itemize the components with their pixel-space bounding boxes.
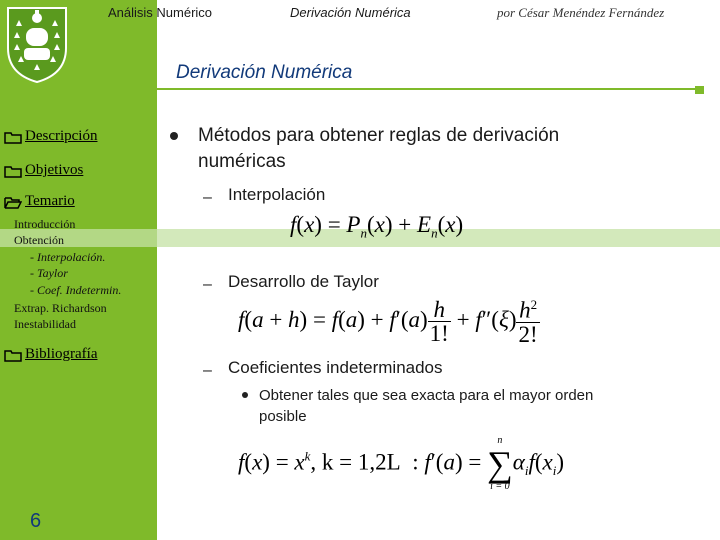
temario-extrap-richardson[interactable]: Extrap. Richardson xyxy=(14,301,107,315)
university-crest-icon xyxy=(4,4,70,84)
folder-icon xyxy=(4,348,22,362)
main-point-line1: Métodos para obtener reglas de derivación xyxy=(198,125,560,146)
nav-label: Descripción xyxy=(25,128,98,144)
nav-objetivos[interactable] xyxy=(4,162,83,179)
temario-introduccion[interactable]: Introducción xyxy=(14,217,76,231)
slide-title: Derivación Numérica xyxy=(176,62,353,83)
nav-bibliografia[interactable] xyxy=(4,346,97,363)
sub-point-taylor: Desarrollo de Taylor xyxy=(228,272,379,291)
folder-icon xyxy=(4,130,22,144)
nav-label: Objetivos xyxy=(25,162,84,178)
main-point-line2: numéricas xyxy=(198,151,286,172)
subsub-point-line2: posible xyxy=(259,408,307,425)
title-divider-square xyxy=(695,86,704,94)
temario-obtencion[interactable]: Obtención xyxy=(14,233,64,247)
folder-icon xyxy=(4,164,22,178)
nav-temario[interactable] xyxy=(4,193,75,210)
open-folder-icon xyxy=(4,195,22,209)
formula-taylor: f(a + h) = f(a) + f′(a) $\frac{h}{1!}$ + f″(ξ) $\frac{h^2}{2!}$ xyxy=(238,297,538,347)
nav-label: Bibliografía xyxy=(25,346,98,362)
temario-coef-indetermin[interactable]: - Coef. Indetermin. xyxy=(30,283,122,297)
dash-marker: – xyxy=(203,362,212,379)
sub-point-interpolacion: Interpolación xyxy=(228,185,326,204)
title-divider xyxy=(157,88,697,90)
bullet-dot xyxy=(170,132,178,140)
header-author: por César Menéndez Fernández xyxy=(497,5,665,20)
nav-descripcion[interactable] xyxy=(4,128,97,145)
subsub-point-line1: Obtener tales que sea exacta para el mayor orden xyxy=(259,387,594,404)
temario-taylor[interactable]: - Taylor xyxy=(30,266,68,280)
dash-marker: – xyxy=(203,276,212,293)
sub-point-coeficientes: Coeficientes indeterminados xyxy=(228,358,443,377)
bullet-dot xyxy=(242,392,248,398)
temario-interpolacion[interactable]: - Interpolación. xyxy=(30,250,106,264)
header-course-name: Análisis Numérico xyxy=(108,5,213,20)
formula-interpolation: $f(x) = P_n(x) + E_n(x)$ xyxy=(290,212,464,241)
temario-inestabilidad[interactable]: Inestabilidad xyxy=(14,317,76,331)
formula-undetermined-coefficients: $f(x) = x^k$, k = 1,2L : f′(a) = n ∑ i = 0 $\alpha_if(x_i)$ xyxy=(238,435,565,492)
dash-marker: – xyxy=(203,189,212,206)
header-topic: Derivación Numérica xyxy=(290,5,411,20)
nav-label: Temario xyxy=(25,193,75,209)
page-number: 6 xyxy=(30,510,42,532)
